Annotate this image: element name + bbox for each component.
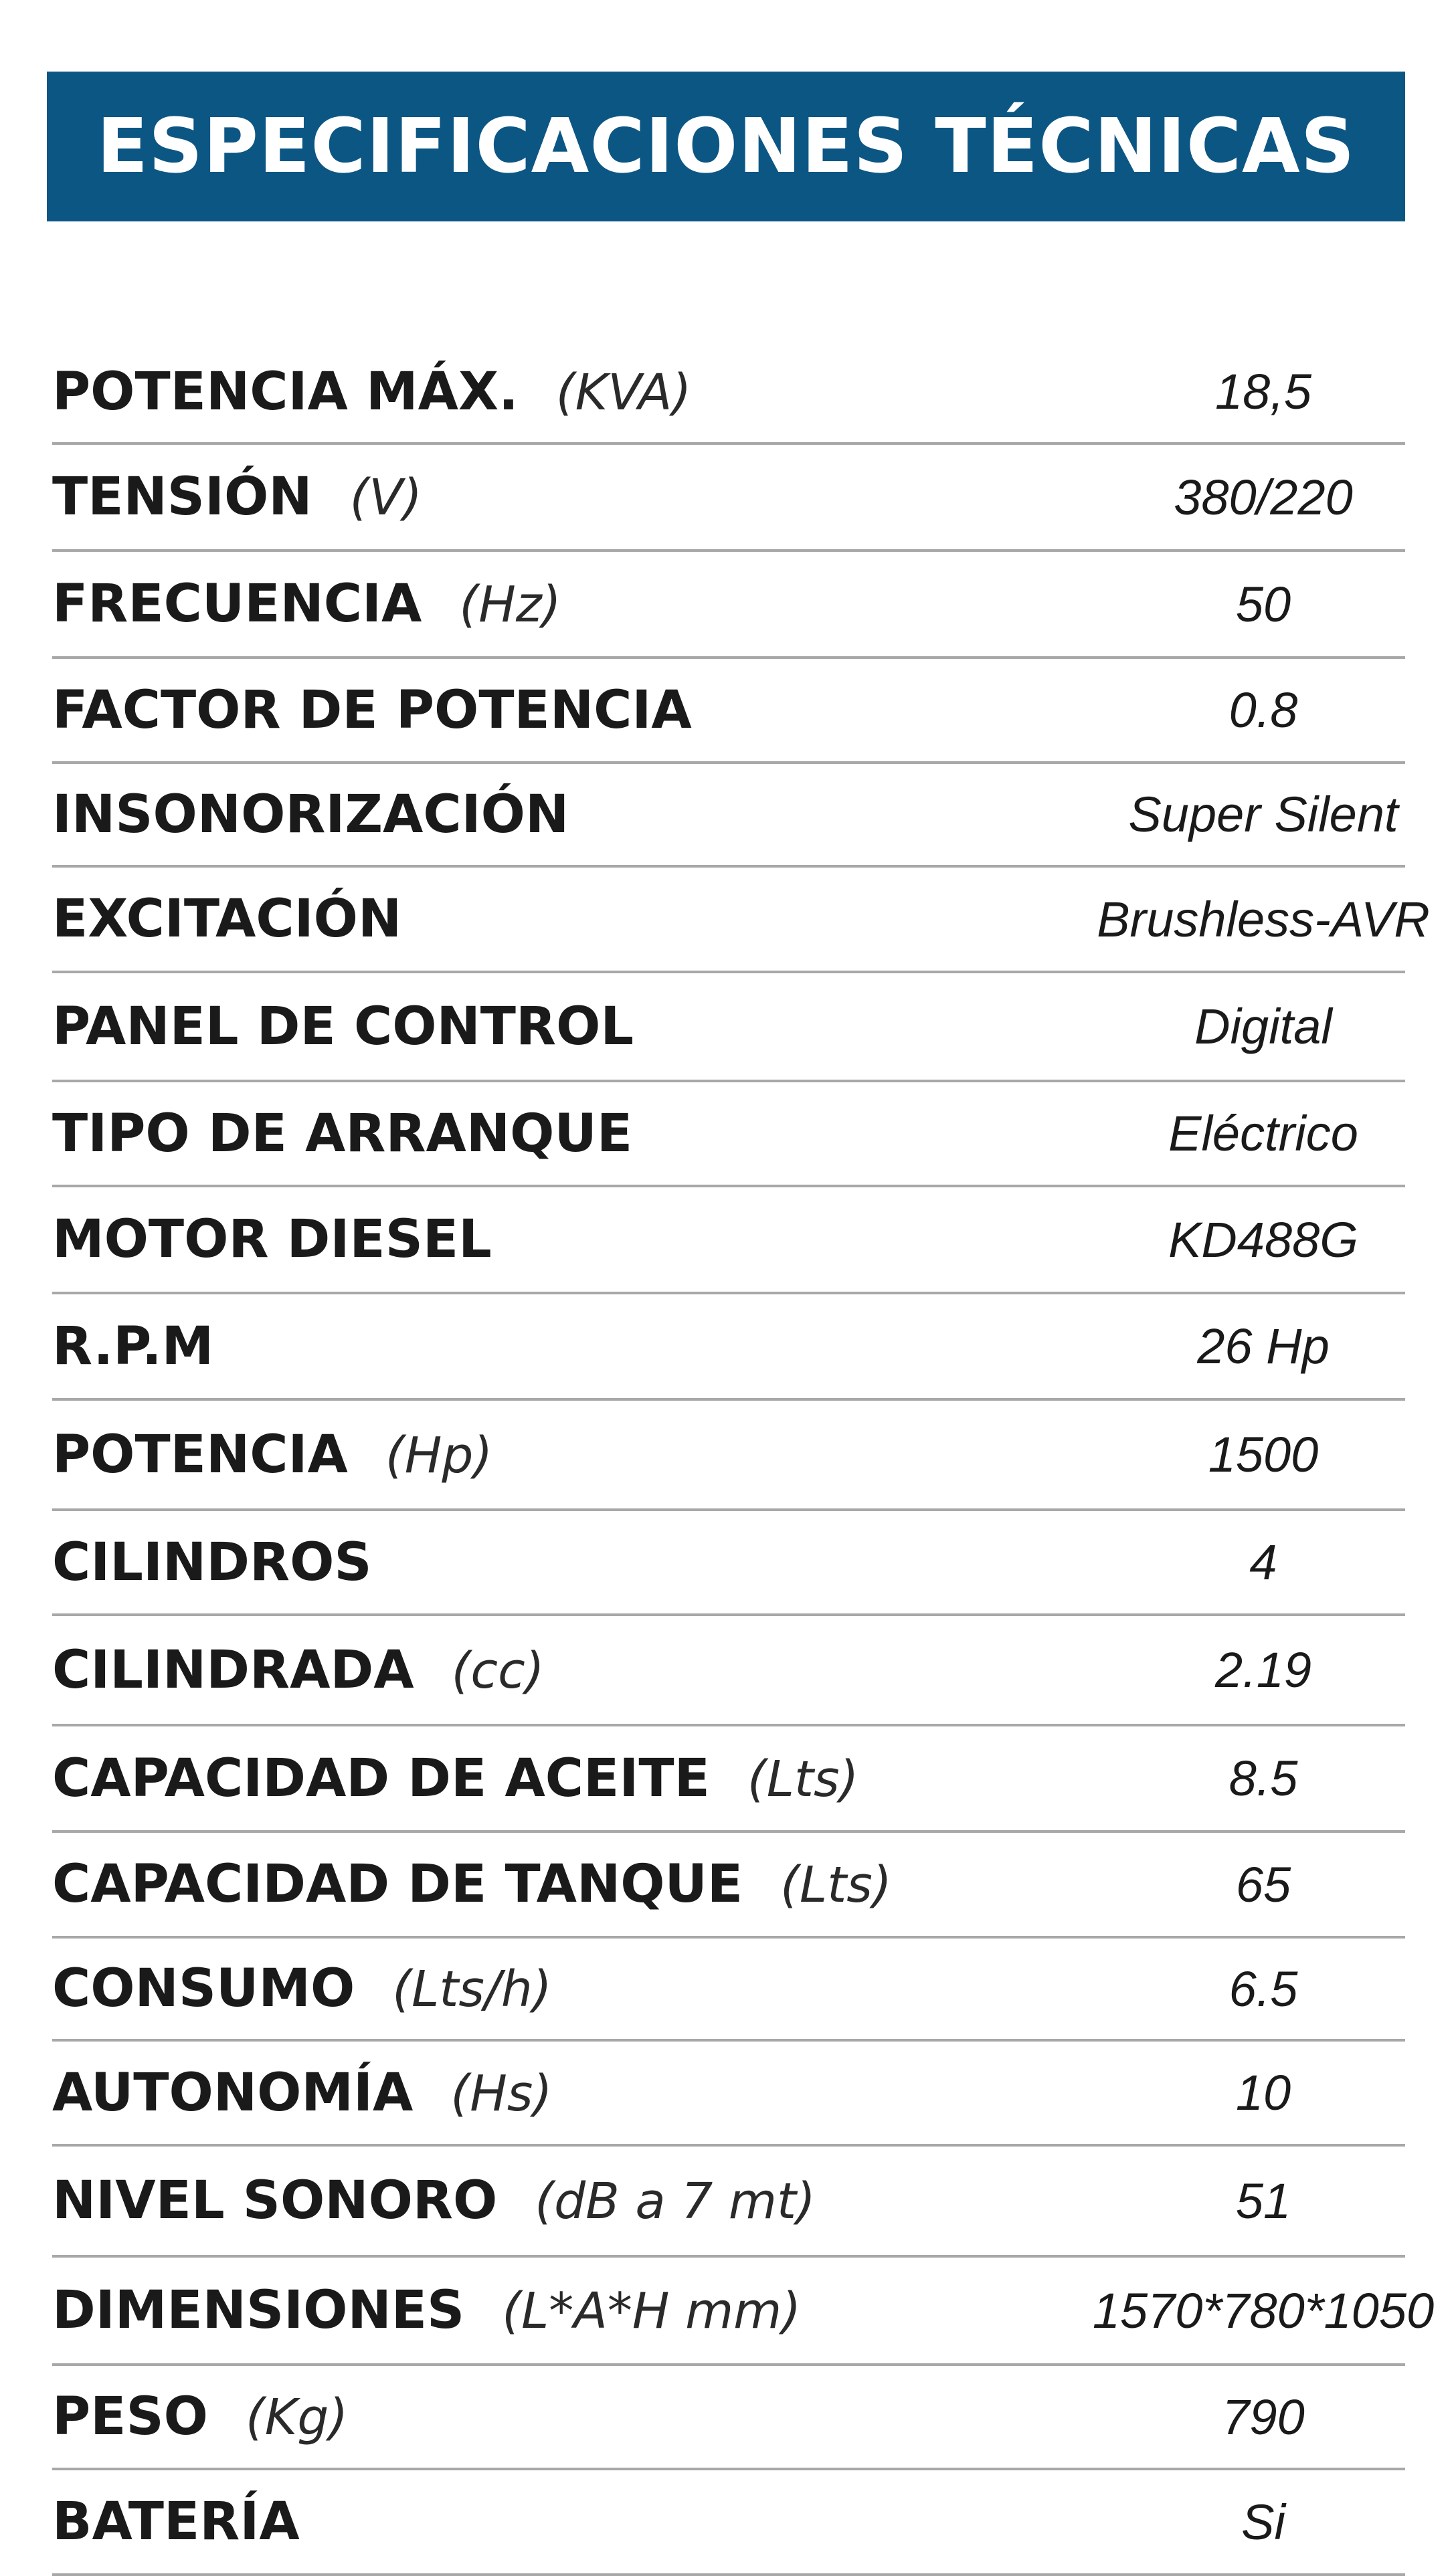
spec-value: 380/220 <box>1174 469 1353 525</box>
spec-value: Digital <box>1194 999 1332 1054</box>
spec-label: MOTOR DIESEL <box>52 1209 492 1270</box>
spec-label: CILINDRADA <box>52 1640 414 1700</box>
spec-table <box>52 341 1435 2576</box>
header-banner <box>47 72 1405 221</box>
spec-unit: (cc) <box>451 1642 545 1700</box>
spec-name <box>52 2171 816 2231</box>
spec-row <box>52 659 1405 764</box>
spec-name <box>52 1749 858 1809</box>
spec-row <box>52 2470 1405 2576</box>
spec-name <box>52 889 401 949</box>
spec-label: R.P.M <box>52 1316 214 1377</box>
spec-label: DIMENSIONES <box>52 2280 465 2341</box>
spec-name <box>52 2280 801 2341</box>
spec-value: 8.5 <box>1228 1751 1298 1806</box>
spec-unit: (Lts) <box>780 1856 892 1914</box>
spec-unit: (Hz) <box>459 576 561 633</box>
spec-name <box>52 1104 632 1164</box>
page-title: ESPECIFICACIONES TÉCNICAS <box>96 103 1356 190</box>
spec-label: PESO <box>52 2387 208 2447</box>
spec-name <box>52 467 422 527</box>
spec-row <box>52 1939 1405 2042</box>
spec-label: PANEL DE CONTROL <box>52 996 634 1057</box>
spec-label: AUTONOMÍA <box>52 2062 414 2123</box>
spec-name <box>52 2387 348 2447</box>
spec-value: 1500 <box>1208 1427 1319 1482</box>
spec-value: KD488G <box>1168 1211 1358 1268</box>
spec-row <box>52 1616 1405 1726</box>
spec-name <box>52 362 691 422</box>
spec-label: TIPO DE ARRANQUE <box>52 1103 633 1164</box>
spec-value: 1570*780*1050 <box>1092 2282 1435 2339</box>
spec-value: 50 <box>1235 576 1291 632</box>
spec-name <box>52 1425 492 1485</box>
spec-value: Eléctrico <box>1168 1106 1358 1161</box>
spec-label: CAPACIDAD DE ACEITE <box>52 1748 710 1809</box>
spec-value: 6.5 <box>1228 1961 1298 2017</box>
spec-unit: (Lts) <box>747 1750 859 1808</box>
spec-value: Brushless-AVR <box>1097 891 1430 947</box>
spec-name <box>52 1640 545 1700</box>
spec-value: 65 <box>1235 1856 1291 1912</box>
spec-name <box>52 2492 300 2552</box>
spec-row <box>52 2147 1405 2258</box>
spec-label: POTENCIA <box>52 1424 348 1485</box>
spec-row <box>52 445 1405 552</box>
spec-row <box>52 764 1405 868</box>
spec-row <box>52 868 1430 973</box>
spec-label: TENSIÓN <box>52 467 312 527</box>
spec-unit: (KVA) <box>555 363 692 421</box>
spec-name <box>52 1316 213 1377</box>
spec-row <box>52 1187 1405 1294</box>
spec-value: 0.8 <box>1228 682 1298 738</box>
spec-name <box>52 1532 372 1593</box>
spec-unit: (L*A*H mm) <box>502 2282 802 2340</box>
spec-value: Super Silent <box>1128 787 1398 842</box>
spec-label: CAPACIDAD DE TANQUE <box>52 1854 743 1914</box>
spec-name <box>52 997 634 1057</box>
spec-name <box>52 680 692 740</box>
spec-row <box>52 1082 1405 1187</box>
spec-label: NIVEL SONORO <box>52 2171 498 2231</box>
spec-label: BATERÍA <box>52 2492 300 2552</box>
spec-row <box>52 1833 1405 1939</box>
spec-label: INSONORIZACIÓN <box>52 784 569 845</box>
spec-row <box>52 341 1405 445</box>
spec-value: Si <box>1241 2494 1285 2550</box>
spec-value: 26 Hp <box>1197 1318 1330 1374</box>
spec-label: FRECUENCIA <box>52 574 422 634</box>
spec-row <box>52 552 1405 659</box>
spec-label: EXCITACIÓN <box>52 889 402 949</box>
spec-value: 18,5 <box>1214 364 1312 419</box>
spec-row <box>52 1294 1405 1401</box>
spec-name <box>52 574 561 634</box>
spec-name <box>52 785 569 845</box>
spec-value: 10 <box>1235 2065 1291 2120</box>
spec-name <box>52 1209 492 1270</box>
spec-label: POTENCIA MÁX. <box>52 361 519 422</box>
spec-value: 2.19 <box>1214 1642 1312 1698</box>
spec-name <box>52 1854 892 1914</box>
spec-label: FACTOR DE POTENCIA <box>52 680 692 740</box>
spec-value: 790 <box>1222 2389 1305 2445</box>
spec-value: 51 <box>1235 2173 1291 2229</box>
spec-row <box>52 2258 1435 2366</box>
spec-unit: (V) <box>349 469 422 526</box>
spec-unit: (Kg) <box>245 2389 349 2446</box>
spec-name <box>52 1959 552 2019</box>
spec-name <box>52 2063 552 2123</box>
spec-row <box>52 2366 1405 2470</box>
spec-row <box>52 1511 1405 1616</box>
spec-label: CILINDROS <box>52 1532 372 1593</box>
spec-row <box>52 1726 1405 1833</box>
spec-unit: (Lts/h) <box>392 1961 552 2018</box>
spec-unit: (dB a 7 mt) <box>535 2173 816 2230</box>
spec-unit: (Hs) <box>450 2064 553 2122</box>
spec-row <box>52 973 1405 1082</box>
spec-row <box>52 2042 1405 2147</box>
spec-value: 4 <box>1249 1534 1277 1590</box>
spec-unit: (Hp) <box>385 1426 493 1484</box>
spec-row <box>52 1401 1405 1511</box>
spec-label: CONSUMO <box>52 1959 355 2019</box>
